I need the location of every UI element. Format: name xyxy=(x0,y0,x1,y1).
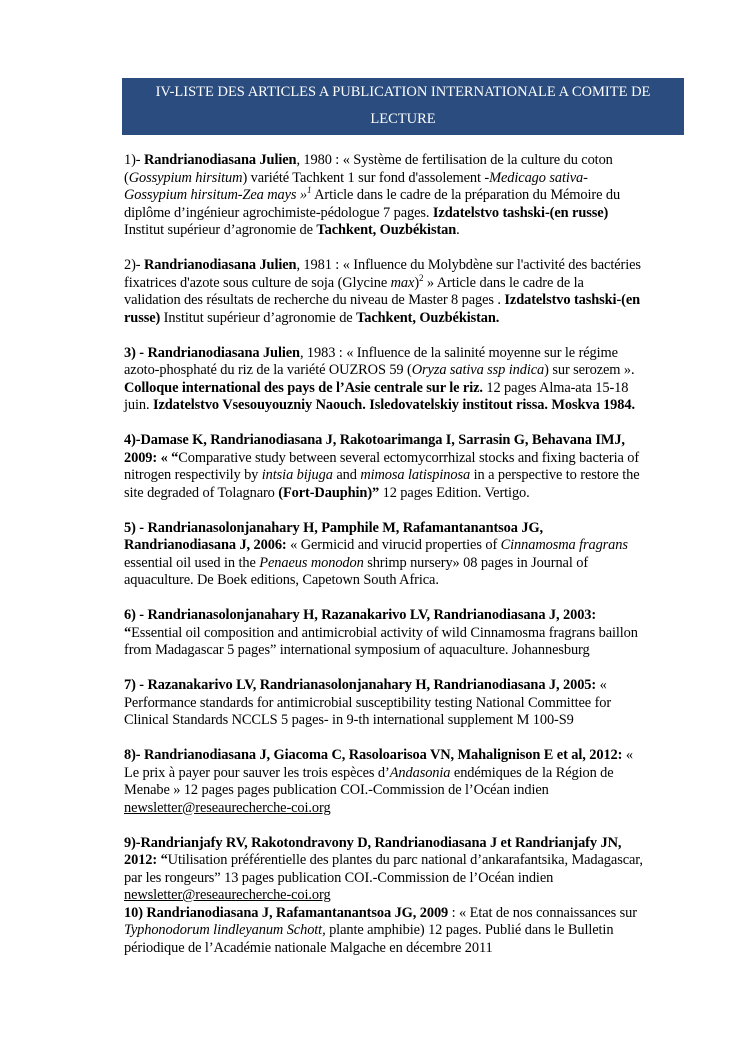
article-entry-2: 2)- Randrianodiasana Julien, 1981 : « Influence du Molybdène sur l'activité des bactéries fixatrices d'azote sous culture de soja (Glycine max)$^2$ » Article dans le cadre de la validation des résultats de recherche du niveau de Master 8 pages . Izdatelstvo tashski-(en russe) Institut supérieur d’agronomie de Tachkent, Ouzbékistan. xyxy=(124,257,641,326)
entry-authors: 10) Randrianodiasana J, Rafamantanantsoa JG, 2009 xyxy=(124,904,449,921)
article-entry-8: 8)- Randrianodiasana J, Giacoma C, Rasoloarisoa VN, Mahalignison E et al, 2012: « Le prix à payer pour sauver les trois espèces d’Andasonia endémiques de la Région de Menabe » 12 pages pages publication COI.-Commission de l’Océan indien newsletter@reseaurecherche-coi.org xyxy=(124,747,633,816)
article-entry-9: 9)-Randrianjafy RV, Rakotondravony D, Randrianodiasana J et Randrianjafy JN, 2012: “Utilisation préférentielle des plantes du parc national d’ankarafantsika, Madagascar, par les rongeurs” 13 pages publication COI.-Commission de l’Océan indien newsletter@reseaurecherche-coi.org xyxy=(124,834,643,903)
article-entry-1: 1)- Randrianodiasana Julien, 1980 : « Système de fertilisation de la culture du coton (Gossypium hirsitum) variété Tachkent 1 sur fond d'assolement -Medicago sativa- Gossypium hirsitum-Zea mays »$^1$ Article dans le cadre de la préparation du Mémoire du diplôme d’ingénieur agrochimiste-pédologue 7 pages. Izdatelstvo tashski-(en russe) Institut supérieur d’agronomie de Tachkent, Ouzbékistan. xyxy=(124,152,621,238)
article-list xyxy=(124,152,684,975)
article-entry-5: 5) - Randrianasolonjanahary H, Pamphile M, Rafamantanantsoa JG, Randrianodiasana J, 2006: « Germicid and virucid properties of Cinnamosma fragrans essential oil used in the Penaeus monodon shrimp nursery» 08 pages in Journal of aquaculture. De Boek editions, Capetown South Africa. xyxy=(124,519,628,588)
entry-authors: 8)- Randrianodiasana J, Giacoma C, Rasoloarisoa VN, Mahalignison E et al, 2012: xyxy=(124,747,623,763)
entry-authors: 7) - Razanakarivo LV, Randrianasolonjanahary H, Randrianodiasana J, 2005: xyxy=(124,677,597,693)
section-title-line-1: IV-LISTE DES ARTICLES A PUBLICATION INTERNATIONALE A COMITE DE xyxy=(155,84,651,100)
article-entry-10: 10) Randrianodiasana J, Rafamantanantsoa JG, 2009 : « Etat de nos connaissances sur Typhonodorum lindleyanum Schott, plante amphibie) 12 pages. Publié dans le Bulletin périodique de l’Académie nationale Malgache en décembre 2011 xyxy=(124,904,637,956)
article-entry-6: 6) - Randrianasolonjanahary H, Razanakarivo LV, Randrianodiasana J, 2003: “Essential oil composition and antimicrobial activity of wild Cinnamosma fragrans baillon from Madagascar 5 pages” international symposium of aquaculture. Johannesburg xyxy=(124,607,638,658)
section-title-line-2: LECTURE xyxy=(370,111,436,127)
entry-author: Randrianodiasana Julien xyxy=(147,344,300,361)
section-header-banner xyxy=(122,78,684,135)
article-entry-7: 7) - Razanakarivo LV, Randrianasolonjanahary H, Randrianodiasana J, 2005: « Performance standards for antimicrobial susceptibility testing National Committee for Clinical Standards NCCLS 5 pages- in 9-th international supplement M 100-S9 xyxy=(124,677,612,728)
newsletter-email-link[interactable]: newsletter@reseaurecherche-coi.org xyxy=(124,887,331,903)
newsletter-email-link[interactable]: newsletter@reseaurecherche-coi.org xyxy=(124,799,331,816)
entry-authors: 6) - Randrianasolonjanahary H, Razanakarivo LV, Randrianodiasana J, 2003: xyxy=(124,607,597,623)
entry-author: Randrianodiasana Julien xyxy=(143,257,297,273)
article-entry-3: 3) - Randrianodiasana Julien, 1983 : « Influence de la salinité moyenne sur le régime azoto-phosphaté du riz de la variété OUZROS 59 (Oryza sativa ssp indica) sur serozem ». Colloque international des pays de l’Asie centrale sur le riz. 12 pages Alma-ata 15-18 juin. Izdatelstvo Vsesouyouzniy Naouch. Isledovatelskiy institout rissa. Moskva 1984. xyxy=(124,344,635,413)
entry-authors: 9)-Randrianjafy RV, Rakotondravony D, Randrianodiasana J et Randrianjafy JN, xyxy=(124,834,622,851)
article-entry-4: 4)-Damase K, Randrianodiasana J, Rakotoarimanga I, Sarrasin G, Behavana IMJ, 2009: « “Comparative study between several ectomycorrhizal stocks and fixing bacteria of nitrogen respectivily by intsia bijuga and mimosa latispinosa in a perspective to restore the site degraded of Tolagnaro (Fort-Dauphin)” 12 pages Edition. Vertigo. xyxy=(124,432,640,501)
entry-authors: 4)-Damase K, Randrianodiasana J, Rakotoarimanga I, Sarrasin G, Behavana IMJ, xyxy=(124,432,625,448)
entry-authors: 5) - Randrianasolonjanahary H, Pamphile M, Rafamantanantsoa JG, xyxy=(124,519,544,536)
entry-author: Randrianodiasana Julien xyxy=(143,152,297,168)
